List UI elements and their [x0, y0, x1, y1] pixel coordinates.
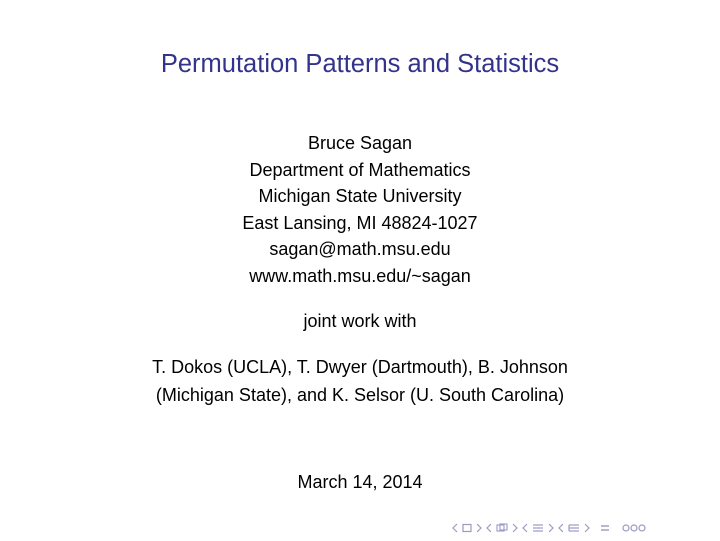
slide-title: Permutation Patterns and Statistics — [160, 50, 560, 78]
presentation-date: March 14, 2014 — [297, 472, 423, 492]
nav-prev-frame-icon[interactable] — [452, 523, 458, 533]
nav-prev-slide-icon[interactable] — [558, 523, 564, 533]
nav-next-frame-icon[interactable] — [476, 523, 482, 533]
nav-next-slide-icon[interactable] — [584, 523, 590, 533]
author-department: Department of Mathematics — [249, 159, 471, 180]
author-address: East Lansing, MI 48824-1027 — [242, 212, 478, 233]
beamer-navigation-bar — [452, 521, 714, 535]
nav-next-section-icon[interactable] — [548, 523, 554, 533]
nav-prev-subsection-icon[interactable] — [486, 523, 492, 533]
author-website: www.math.msu.edu/~sagan — [249, 265, 471, 286]
author-email: sagan@math.msu.edu — [269, 239, 451, 259]
nav-prev-section-icon[interactable] — [522, 523, 528, 533]
nav-section-icon[interactable] — [532, 523, 544, 533]
nav-frame-icon[interactable] — [462, 523, 472, 533]
nav-next-subsection-icon[interactable] — [512, 523, 518, 533]
author-block — [0, 130, 720, 289]
coauthors-block — [0, 354, 720, 409]
nav-align-icon[interactable] — [600, 523, 610, 533]
nav-search-icon[interactable] — [622, 523, 648, 533]
author-university: Michigan State University — [258, 186, 462, 206]
nav-subsection-icon[interactable] — [496, 523, 508, 533]
joint-work-label: joint work with — [303, 311, 417, 331]
coauthors-line-2: (Michigan State), and K. Selsor (U. South Carolina) — [155, 384, 565, 405]
author-name: Bruce Sagan — [307, 133, 413, 153]
coauthors-line-1: T. Dokos (UCLA), T. Dwyer (Dartmouth), B. Johnson — [152, 357, 568, 377]
nav-slide-icon[interactable] — [568, 523, 580, 533]
